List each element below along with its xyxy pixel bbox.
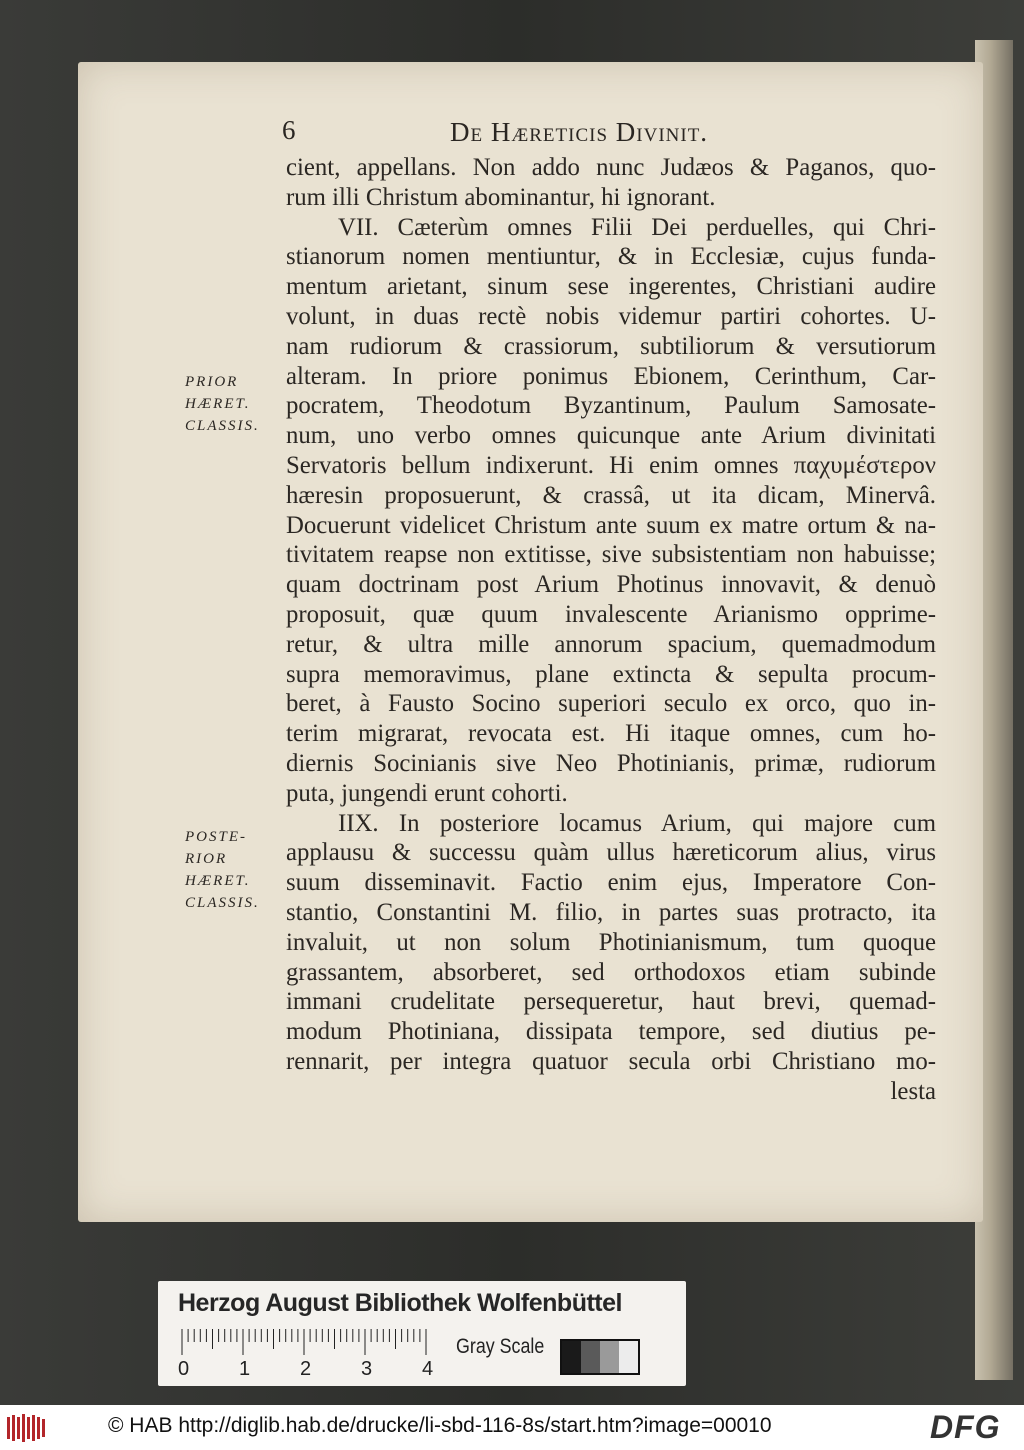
gray-scale-label: Gray Scale xyxy=(456,1335,545,1358)
ruler-number: 1 xyxy=(239,1358,251,1379)
library-name: Herzog August Bibliothek Wolfenbüttel xyxy=(178,1289,622,1317)
gray-scale-swatch xyxy=(600,1341,619,1373)
margin-note-line: CLASSIS. xyxy=(185,418,260,434)
ruler-number: 4 xyxy=(422,1358,434,1379)
text-line: diernis Socinianis sive Neo Photinianis, primæ, rudiorum xyxy=(286,749,936,777)
text-line: grassantem, absorberet, sed orthodoxos etiam subinde xyxy=(286,958,936,986)
running-title: De Hæreticis Divinit. xyxy=(450,117,709,147)
margin-note-line: RIOR xyxy=(185,851,228,867)
margin-note-line: CLASSIS. xyxy=(185,895,260,911)
text-line: hæresin proposuerunt, & crassâ, ut ita dicam, Minervâ. xyxy=(286,481,936,509)
margin-note-line: HÆRET. xyxy=(185,873,251,889)
gray-scale-swatch xyxy=(562,1341,581,1373)
margin-note-prior xyxy=(185,371,283,437)
text-line: modum Photiniana, dissipata tempore, sed diutius pe- xyxy=(286,1018,936,1046)
text-line: mentum arietant, sinum sese ingerentes, Christiani audire xyxy=(286,273,936,301)
ruler-number: 2 xyxy=(300,1358,312,1379)
ruler-scale xyxy=(178,1329,450,1379)
gray-scale-swatch xyxy=(619,1341,638,1373)
text-line: volunt, in duas rectè nobis videmur partiri cohortes. U- xyxy=(286,302,936,330)
body-text xyxy=(286,153,936,1107)
margin-note-line: POSTE- xyxy=(185,829,247,845)
text-line: supra memoravimus, plane extincta & sepulta procum- xyxy=(286,660,936,688)
text-line: suum disseminavit. Factio enim ejus, Imperatore Con- xyxy=(286,869,936,897)
text-line: retur, & ultra mille annorum spacium, quemadmodum xyxy=(286,630,936,658)
gray-scale-swatch xyxy=(581,1341,600,1373)
margin-note-line: HÆRET. xyxy=(185,396,251,412)
text-line: beret, à Fausto Socino superiori seculo ex orco, quo in- xyxy=(286,690,936,718)
margin-note-posterior xyxy=(185,826,283,914)
page-number: 6 xyxy=(282,115,296,145)
text-line: alteram. In priore ponimus Ebionem, Cerinthum, Car- xyxy=(286,362,936,390)
text-line: stantio, Constantini M. filio, in partes suas protracto, ita xyxy=(286,898,936,926)
text-line: applausu & successu quàm ullus hæreticorum alius, virus xyxy=(286,839,936,867)
footer-bar xyxy=(0,1405,1024,1450)
text-line: stianorum nomen mentiuntur, & in Ecclesiæ, cujus funda- xyxy=(286,243,936,271)
dfg-logo: DFG xyxy=(930,1409,1001,1445)
text-line: quam doctrinam post Arium Photinus innovavit, & denuò xyxy=(286,571,936,599)
hab-logo-icon xyxy=(6,1413,46,1443)
text-line: immani crudelitate persequeretur, haut brevi, quemad- xyxy=(286,988,936,1016)
text-line: Servatoris bellum indixerunt. Hi enim omnes παχυμέστερον xyxy=(286,451,936,479)
ruler-number: 0 xyxy=(178,1358,190,1379)
text-line: nam rudiorum & crassiorum, subtiliorum & versutiorum xyxy=(286,332,936,360)
footer-copyright-url[interactable]: © HAB http://diglib.hab.de/drucke/li-sbd-116-8s/start.htm?image=00010 xyxy=(108,1414,772,1437)
library-color-card xyxy=(158,1281,686,1386)
text-line: rum illi Christum abominantur, hi ignorant. xyxy=(286,183,716,211)
text-line: tivitatem reapse non extitisse, sive subsistentiam non habuisse; xyxy=(286,541,936,569)
text-line: Docuerunt videlicet Christum ante suum ex matre ortum & na- xyxy=(286,511,936,539)
page-header xyxy=(282,115,942,151)
text-line: lesta xyxy=(890,1077,936,1105)
text-line: IIX. In posteriore locamus Arium, qui majore cum xyxy=(338,809,936,837)
text-line: proposuit, quæ quum invalescente Arianismo opprime- xyxy=(286,600,936,628)
text-line: pocratem, Theodotum Byzantinum, Paulum Samosate- xyxy=(286,392,936,420)
gray-scale-bar xyxy=(560,1339,640,1375)
text-line: rennarit, per integra quatuor secula orbi Christiano mo- xyxy=(286,1047,936,1075)
text-line: puta, jungendi erunt cohorti. xyxy=(286,779,568,807)
text-line: VII. Cæterùm omnes Filii Dei perduelles, qui Chri- xyxy=(338,213,936,241)
text-line: invaluit, ut non solum Photinianismum, tum quoque xyxy=(286,928,936,956)
text-line: num, uno verbo omnes quicunque ante Arium divinitati xyxy=(286,422,936,450)
margin-note-line: PRIOR xyxy=(185,374,239,390)
text-line: terim migrarat, revocata est. Hi itaque omnes, cum ho- xyxy=(286,720,936,748)
text-line: cient, appellans. Non addo nunc Judæos & Paganos, quo- xyxy=(286,154,936,181)
ruler-number: 3 xyxy=(361,1358,373,1379)
